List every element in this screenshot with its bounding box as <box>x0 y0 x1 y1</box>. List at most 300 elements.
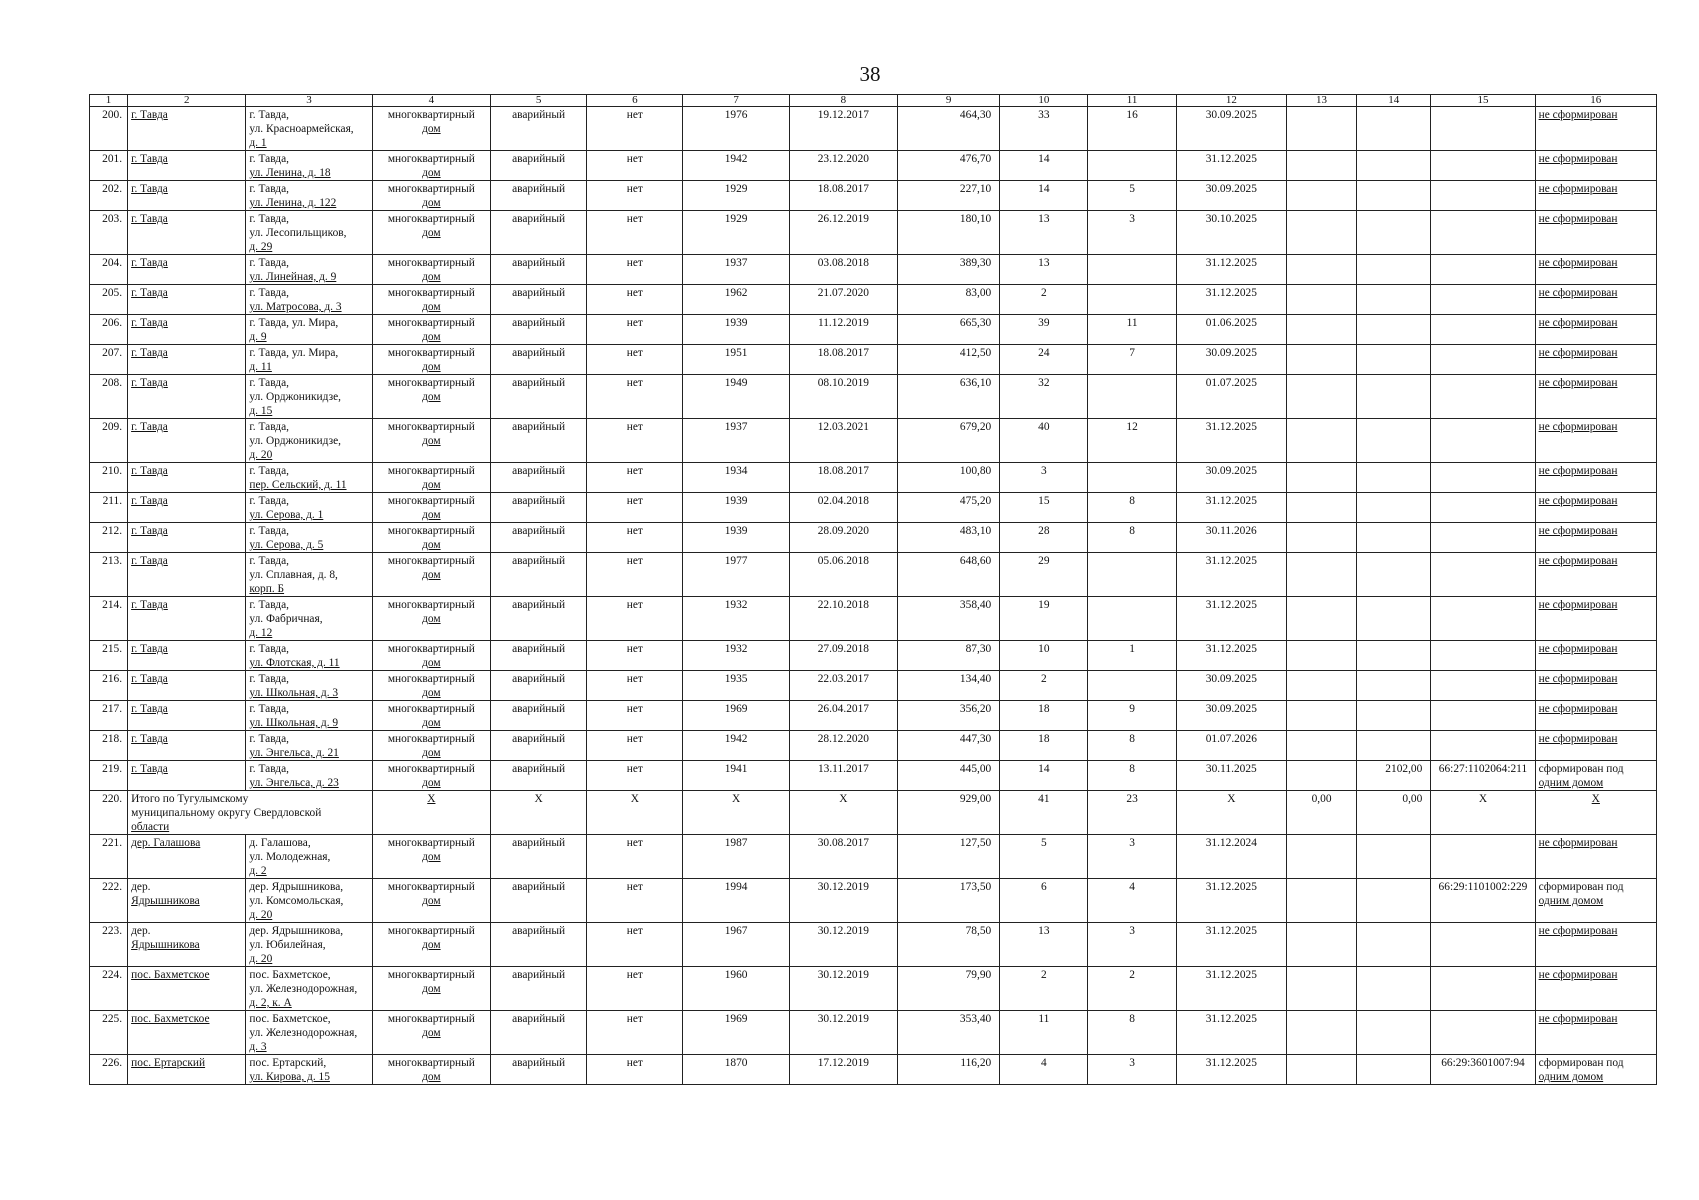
year-cell: 1967 <box>683 923 789 967</box>
address-cell <box>246 107 372 151</box>
settlement-cell-line: пос. Бахметское <box>131 1013 210 1025</box>
column-header: 2 <box>128 95 246 107</box>
table-row <box>90 375 1657 419</box>
table-row <box>90 315 1657 345</box>
column-10-cell: 13 <box>1000 255 1088 285</box>
column-12-cell: 31.12.2025 <box>1176 553 1286 597</box>
table-row <box>90 181 1657 211</box>
area-cell: 173,50 <box>898 879 1000 923</box>
address-cell-line: пер. Сельский, д. 11 <box>249 479 347 491</box>
land-status-cell <box>1535 923 1656 967</box>
address-cell-line: дер. Ядрышникова, <box>249 881 344 893</box>
condition-cell: аварийный <box>491 671 587 701</box>
building-type-cell <box>372 701 490 731</box>
building-type-cell-line: многоквартирный <box>387 377 475 389</box>
building-type-cell <box>372 597 490 641</box>
date-cell: X <box>789 791 897 835</box>
building-type-cell-line: многоквартирный <box>387 317 475 329</box>
building-type-cell-line: дом <box>422 717 441 729</box>
building-type-cell <box>372 463 490 493</box>
column-11-cell: 12 <box>1088 419 1176 463</box>
settlement-cell <box>128 671 246 701</box>
column-10-cell: 5 <box>1000 835 1088 879</box>
building-type-cell <box>372 523 490 553</box>
total-label-line: муниципальному округу Свердловской <box>131 807 322 819</box>
address-cell-line: ул. Ленина, д. 122 <box>249 197 337 209</box>
column-6-cell: нет <box>587 701 683 731</box>
address-cell-line: г. Тавда, <box>249 109 289 121</box>
column-11-cell: 11 <box>1088 315 1176 345</box>
row-number: 224. <box>90 967 128 1011</box>
date-cell: 03.08.2018 <box>789 255 897 285</box>
column-header: 5 <box>491 95 587 107</box>
settlement-cell-line: г. Тавда <box>131 183 168 195</box>
building-type-cell <box>372 419 490 463</box>
row-number: 218. <box>90 731 128 761</box>
year-cell: 1977 <box>683 553 789 597</box>
area-cell: 227,10 <box>898 181 1000 211</box>
column-header: 4 <box>372 95 490 107</box>
column-11-cell <box>1088 285 1176 315</box>
column-10-cell: 39 <box>1000 315 1088 345</box>
address-cell-line: ул. Красноармейская, <box>249 123 354 135</box>
building-type-cell <box>372 731 490 761</box>
column-11-cell <box>1088 151 1176 181</box>
column-11-cell <box>1088 671 1176 701</box>
condition-cell: аварийный <box>491 553 587 597</box>
land-status-cell-line: не сформирован <box>1538 377 1618 389</box>
address-cell <box>246 523 372 553</box>
address-cell-line: дер. Ядрышникова, <box>249 925 344 937</box>
building-type-cell <box>372 791 490 835</box>
row-number: 208. <box>90 375 128 419</box>
column-11-cell <box>1088 375 1176 419</box>
column-12-cell: 01.07.2026 <box>1176 731 1286 761</box>
row-number: 202. <box>90 181 128 211</box>
column-12-cell: 30.09.2025 <box>1176 701 1286 731</box>
address-cell-line: корп. Б <box>249 583 285 595</box>
address-cell-line: ул. Молодежная, <box>249 851 331 863</box>
cadastral-number-cell <box>1431 967 1535 1011</box>
building-type-cell-line: многоквартирный <box>387 495 475 507</box>
cadastral-number-cell <box>1431 107 1535 151</box>
address-cell-line: г. Тавда, <box>249 213 289 225</box>
area-cell: 134,40 <box>898 671 1000 701</box>
column-header: 9 <box>898 95 1000 107</box>
column-11-cell: 8 <box>1088 1011 1176 1055</box>
settlement-cell-line: г. Тавда <box>131 643 168 655</box>
table-row <box>90 967 1657 1011</box>
building-type-cell-line: дом <box>422 1027 441 1039</box>
condition-cell: аварийный <box>491 923 587 967</box>
header-row <box>90 95 1657 107</box>
cadastral-number-cell <box>1431 151 1535 181</box>
column-13-cell <box>1286 879 1356 923</box>
date-cell: 26.12.2019 <box>789 211 897 255</box>
building-type-cell <box>372 1055 490 1085</box>
date-cell: 28.12.2020 <box>789 731 897 761</box>
column-13-cell <box>1286 419 1356 463</box>
column-13-cell <box>1286 493 1356 523</box>
building-type-cell <box>372 375 490 419</box>
area-cell: 665,30 <box>898 315 1000 345</box>
address-cell-line: г. Тавда, <box>249 525 289 537</box>
column-14-cell <box>1357 641 1431 671</box>
address-cell-line: г. Тавда, <box>249 421 289 433</box>
address-cell-line: ул. Железнодорожная, <box>249 983 358 995</box>
column-14-cell <box>1357 701 1431 731</box>
address-cell <box>246 211 372 255</box>
address-cell-line: д. 20 <box>249 909 273 921</box>
column-14-cell <box>1357 419 1431 463</box>
settlement-cell-line: г. Тавда <box>131 109 168 121</box>
land-status-cell-line: не сформирован <box>1538 257 1618 269</box>
land-status-cell-line: одним домом <box>1538 895 1604 907</box>
column-11-cell: 23 <box>1088 791 1176 835</box>
column-10-cell: 32 <box>1000 375 1088 419</box>
address-cell-line: г. Тавда, <box>249 183 289 195</box>
land-status-cell-line: не сформирован <box>1538 183 1618 195</box>
settlement-cell <box>128 315 246 345</box>
date-cell: 22.03.2017 <box>789 671 897 701</box>
address-cell-line: пос. Бахметское, <box>249 1013 331 1025</box>
column-13-cell <box>1286 315 1356 345</box>
settlement-cell <box>128 285 246 315</box>
table-row <box>90 211 1657 255</box>
building-type-cell <box>372 315 490 345</box>
land-status-cell <box>1535 671 1656 701</box>
column-12-cell: 31.12.2025 <box>1176 597 1286 641</box>
building-type-cell-line: многоквартирный <box>387 1057 475 1069</box>
settlement-cell <box>128 701 246 731</box>
land-status-cell <box>1535 151 1656 181</box>
cadastral-number-cell <box>1431 419 1535 463</box>
table-row <box>90 597 1657 641</box>
condition-cell: аварийный <box>491 835 587 879</box>
settlement-cell <box>128 255 246 285</box>
row-number: 201. <box>90 151 128 181</box>
condition-cell: аварийный <box>491 641 587 671</box>
address-cell-line: д. Галашова, <box>249 837 311 849</box>
column-12-cell: 31.12.2025 <box>1176 1055 1286 1085</box>
condition-cell: аварийный <box>491 107 587 151</box>
column-11-cell: 7 <box>1088 345 1176 375</box>
date-cell: 19.12.2017 <box>789 107 897 151</box>
settlement-cell-line: г. Тавда <box>131 465 168 477</box>
column-6-cell: нет <box>587 641 683 671</box>
column-6-cell: нет <box>587 151 683 181</box>
settlement-cell-line: Ядрышникова <box>131 939 200 951</box>
address-cell-line: ул. Железнодорожная, <box>249 1027 358 1039</box>
settlement-cell-line: г. Тавда <box>131 733 168 745</box>
address-cell <box>246 923 372 967</box>
column-11-cell <box>1088 597 1176 641</box>
building-type-cell-line: многоквартирный <box>387 703 475 715</box>
settlement-cell <box>128 879 246 923</box>
cadastral-number-cell <box>1431 211 1535 255</box>
column-header: 10 <box>1000 95 1088 107</box>
row-number: 200. <box>90 107 128 151</box>
row-number: 207. <box>90 345 128 375</box>
column-11-cell: 9 <box>1088 701 1176 731</box>
condition-cell: аварийный <box>491 285 587 315</box>
column-10-cell: 18 <box>1000 731 1088 761</box>
area-cell: 412,50 <box>898 345 1000 375</box>
table-row <box>90 671 1657 701</box>
column-6-cell: нет <box>587 553 683 597</box>
address-cell-line: ул. Фабричная, <box>249 613 323 625</box>
land-status-cell-line: сформирован под <box>1538 763 1624 775</box>
land-status-cell <box>1535 597 1656 641</box>
building-type-cell-line: дом <box>422 271 441 283</box>
land-status-cell-line: не сформирован <box>1538 317 1618 329</box>
area-cell: 358,40 <box>898 597 1000 641</box>
area-cell: 648,60 <box>898 553 1000 597</box>
column-header: 7 <box>683 95 789 107</box>
building-type-cell-line: дом <box>422 197 441 209</box>
condition-cell: аварийный <box>491 967 587 1011</box>
column-6-cell: X <box>587 791 683 835</box>
column-header: 14 <box>1357 95 1431 107</box>
settlement-cell <box>128 923 246 967</box>
column-14-cell: 0,00 <box>1357 791 1431 835</box>
table-row <box>90 1055 1657 1085</box>
building-type-cell-line: многоквартирный <box>387 109 475 121</box>
date-cell: 18.08.2017 <box>789 345 897 375</box>
column-10-cell: 2 <box>1000 967 1088 1011</box>
building-type-cell-line: дом <box>422 1071 441 1083</box>
address-cell-line: ул. Матросова, д. 3 <box>249 301 342 313</box>
total-label-line: Итого по Тугулымскому <box>131 793 249 805</box>
address-cell <box>246 181 372 211</box>
land-status-cell-line: не сформирован <box>1538 837 1618 849</box>
condition-cell: X <box>491 791 587 835</box>
building-type-cell-line: дом <box>422 361 441 373</box>
column-14-cell <box>1357 285 1431 315</box>
building-type-cell-line: дом <box>422 777 441 789</box>
area-cell: 679,20 <box>898 419 1000 463</box>
area-cell: 929,00 <box>898 791 1000 835</box>
column-12-cell: 31.12.2025 <box>1176 879 1286 923</box>
address-cell <box>246 671 372 701</box>
column-10-cell: 6 <box>1000 879 1088 923</box>
area-cell: 447,30 <box>898 731 1000 761</box>
land-status-cell-line: не сформирован <box>1538 465 1618 477</box>
column-header: 13 <box>1286 95 1356 107</box>
column-13-cell <box>1286 345 1356 375</box>
address-cell-line: д. 20 <box>249 953 273 965</box>
land-status-cell-line: не сформирован <box>1538 733 1618 745</box>
address-cell <box>246 375 372 419</box>
land-status-cell <box>1535 1011 1656 1055</box>
building-type-cell-line: многоквартирный <box>387 1013 475 1025</box>
column-11-cell: 8 <box>1088 523 1176 553</box>
date-cell: 27.09.2018 <box>789 641 897 671</box>
table-row <box>90 107 1657 151</box>
column-12-cell: 01.06.2025 <box>1176 315 1286 345</box>
area-cell: 636,10 <box>898 375 1000 419</box>
area-cell: 445,00 <box>898 761 1000 791</box>
column-6-cell: нет <box>587 1055 683 1085</box>
cadastral-number-cell: 66:29:3601007:94 <box>1431 1055 1535 1085</box>
building-type-cell-line: дом <box>422 435 441 447</box>
row-number: 209. <box>90 419 128 463</box>
column-6-cell: нет <box>587 1011 683 1055</box>
building-type-cell-line: многоквартирный <box>387 673 475 685</box>
address-cell-line: д. 2, к. А <box>249 997 292 1009</box>
address-cell-line: ул. Комсомольская, <box>249 895 344 907</box>
area-cell: 87,30 <box>898 641 1000 671</box>
column-header: 6 <box>587 95 683 107</box>
address-cell-line: г. Тавда, <box>249 703 289 715</box>
land-status-cell-line: сформирован под <box>1538 881 1624 893</box>
cadastral-number-cell <box>1431 923 1535 967</box>
land-status-cell <box>1535 493 1656 523</box>
year-cell: 1942 <box>683 151 789 181</box>
settlement-cell-line: г. Тавда <box>131 377 168 389</box>
condition-cell: аварийный <box>491 255 587 285</box>
column-6-cell: нет <box>587 211 683 255</box>
column-13-cell <box>1286 107 1356 151</box>
address-cell-line: ул. Орджоникидзе, <box>249 435 341 447</box>
land-status-cell-line: не сформирован <box>1538 969 1618 981</box>
address-cell-line: ул. Лесопильщиков, <box>249 227 347 239</box>
address-cell-line: ул. Энгельса, д. 23 <box>249 777 339 789</box>
date-cell: 30.08.2017 <box>789 835 897 879</box>
land-status-cell-line: не сформирован <box>1538 213 1618 225</box>
building-type-cell-line: многоквартирный <box>387 555 475 567</box>
column-14-cell <box>1357 553 1431 597</box>
settlement-cell-line: г. Тавда <box>131 555 168 567</box>
land-status-cell-line: не сформирован <box>1538 555 1618 567</box>
condition-cell: аварийный <box>491 375 587 419</box>
table-row <box>90 923 1657 967</box>
column-6-cell: нет <box>587 731 683 761</box>
address-cell-line: ул. Сплавная, д. 8, <box>249 569 338 581</box>
year-cell: 1976 <box>683 107 789 151</box>
column-11-cell: 1 <box>1088 641 1176 671</box>
address-cell-line: д. 29 <box>249 241 273 253</box>
row-number: 213. <box>90 553 128 597</box>
column-13-cell <box>1286 255 1356 285</box>
address-cell-line: д. 1 <box>249 137 267 149</box>
column-13-cell: 0,00 <box>1286 791 1356 835</box>
address-cell-line: ул. Школьная, д. 3 <box>249 687 339 699</box>
land-status-cell <box>1535 315 1656 345</box>
column-10-cell: 2 <box>1000 671 1088 701</box>
building-type-cell-line: дом <box>422 331 441 343</box>
address-cell <box>246 151 372 181</box>
row-number: 214. <box>90 597 128 641</box>
row-number: 211. <box>90 493 128 523</box>
building-type-cell-line: X <box>427 793 436 805</box>
land-status-cell-line: одним домом <box>1538 777 1604 789</box>
address-cell <box>246 255 372 285</box>
condition-cell: аварийный <box>491 597 587 641</box>
cadastral-number-cell <box>1431 181 1535 211</box>
column-10-cell: 14 <box>1000 151 1088 181</box>
address-cell-line: ул. Ленина, д. 18 <box>249 167 331 179</box>
date-cell: 17.12.2019 <box>789 1055 897 1085</box>
column-header: 3 <box>246 95 372 107</box>
column-6-cell: нет <box>587 597 683 641</box>
date-cell: 30.12.2019 <box>789 1011 897 1055</box>
settlement-cell-line: г. Тавда <box>131 495 168 507</box>
condition-cell: аварийный <box>491 523 587 553</box>
date-cell: 18.08.2017 <box>789 181 897 211</box>
land-status-cell <box>1535 791 1656 835</box>
land-status-cell <box>1535 967 1656 1011</box>
column-10-cell: 11 <box>1000 1011 1088 1055</box>
column-14-cell <box>1357 181 1431 211</box>
cadastral-number-cell <box>1431 315 1535 345</box>
year-cell: 1951 <box>683 345 789 375</box>
area-cell: 476,70 <box>898 151 1000 181</box>
date-cell: 05.06.2018 <box>789 553 897 597</box>
row-number: 203. <box>90 211 128 255</box>
address-cell-line: д. 12 <box>249 627 273 639</box>
cadastral-number-cell <box>1431 671 1535 701</box>
address-cell-line: г. Тавда, <box>249 643 289 655</box>
row-number: 210. <box>90 463 128 493</box>
area-cell: 389,30 <box>898 255 1000 285</box>
building-type-cell-line: дом <box>422 613 441 625</box>
column-6-cell: нет <box>587 345 683 375</box>
building-type-cell <box>372 1011 490 1055</box>
address-cell-line: г. Тавда, <box>249 465 289 477</box>
address-cell-line: ул. Кирова, д. 15 <box>249 1071 330 1083</box>
column-10-cell: 41 <box>1000 791 1088 835</box>
settlement-cell-line: г. Тавда <box>131 763 168 775</box>
building-type-cell <box>372 107 490 151</box>
year-cell: 1932 <box>683 597 789 641</box>
year-cell: 1969 <box>683 701 789 731</box>
address-cell-line: пос. Ертарский, <box>249 1057 327 1069</box>
date-cell: 30.12.2019 <box>789 879 897 923</box>
address-cell-line: ул. Орджоникидзе, <box>249 391 341 403</box>
settlement-cell-line: дер. <box>131 881 151 893</box>
column-13-cell <box>1286 523 1356 553</box>
column-13-cell <box>1286 597 1356 641</box>
building-type-cell-line: дом <box>422 657 441 669</box>
settlement-cell <box>128 641 246 671</box>
address-cell-line: д. 11 <box>249 361 272 373</box>
row-number: 215. <box>90 641 128 671</box>
land-status-cell <box>1535 181 1656 211</box>
address-cell-line: г. Тавда, <box>249 287 289 299</box>
date-cell: 08.10.2019 <box>789 375 897 419</box>
condition-cell: аварийный <box>491 701 587 731</box>
settlement-cell <box>128 597 246 641</box>
building-type-cell <box>372 285 490 315</box>
date-cell: 21.07.2020 <box>789 285 897 315</box>
column-12-cell: 30.09.2025 <box>1176 463 1286 493</box>
settlement-cell <box>128 761 246 791</box>
address-cell <box>246 419 372 463</box>
area-cell: 180,10 <box>898 211 1000 255</box>
land-status-cell-line: не сформирован <box>1538 421 1618 433</box>
condition-cell: аварийный <box>491 879 587 923</box>
land-status-cell-line: не сформирован <box>1538 153 1618 165</box>
column-11-cell: 3 <box>1088 923 1176 967</box>
row-number: 220. <box>90 791 128 835</box>
year-cell: 1935 <box>683 671 789 701</box>
date-cell: 18.08.2017 <box>789 463 897 493</box>
building-type-cell-line: многоквартирный <box>387 525 475 537</box>
column-14-cell <box>1357 1011 1431 1055</box>
column-10-cell: 2 <box>1000 285 1088 315</box>
address-cell <box>246 967 372 1011</box>
